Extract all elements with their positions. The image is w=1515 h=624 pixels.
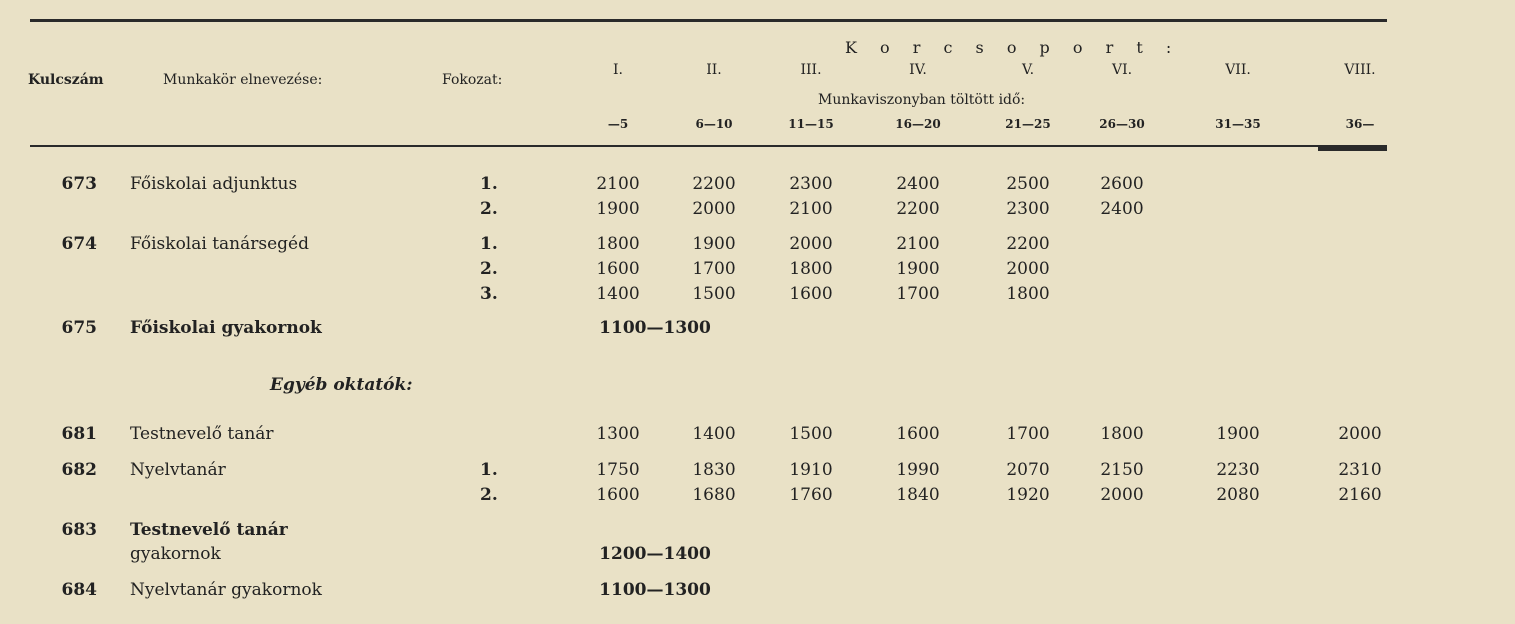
salary-cell: 2400 bbox=[1100, 199, 1144, 219]
row-name: Testnevelő tanár bbox=[130, 520, 288, 540]
header-range-3: 11—15 bbox=[788, 117, 834, 131]
header-group-1: I. bbox=[613, 62, 623, 78]
header-group-6: VI. bbox=[1111, 62, 1133, 78]
salary-cell: 1700 bbox=[1006, 424, 1050, 444]
row-name: Főiskolai gyakornok bbox=[130, 318, 322, 338]
salary-cell: 2230 bbox=[1216, 460, 1260, 480]
section-egyeb-oktatok: Egyéb oktatók: bbox=[270, 375, 413, 395]
salary-cell: 2000 bbox=[1338, 424, 1382, 444]
header-group-2: II. bbox=[706, 62, 722, 78]
salary-cell: 1600 bbox=[789, 284, 833, 304]
salary-cell: 1900 bbox=[1216, 424, 1260, 444]
header-bottom-rule-thick bbox=[1318, 146, 1387, 151]
salary-cell: 2600 bbox=[1100, 174, 1144, 194]
salary-cell: 1300 bbox=[596, 424, 640, 444]
row-fokozat: 1. bbox=[480, 460, 498, 480]
salary-cell: 2000 bbox=[789, 234, 833, 254]
salary-cell: 2000 bbox=[1100, 485, 1144, 505]
header-munkaviszony: Munkaviszonyban töltött idő: bbox=[818, 92, 1026, 108]
salary-cell: 2150 bbox=[1100, 460, 1144, 480]
salary-cell: 1700 bbox=[692, 259, 736, 279]
salary-cell: 1400 bbox=[692, 424, 736, 444]
salary-cell: 1700 bbox=[896, 284, 940, 304]
row-fokozat: 3. bbox=[480, 284, 498, 304]
header-bottom-rule bbox=[30, 145, 1387, 147]
salary-cell: 2100 bbox=[596, 174, 640, 194]
row-name-continued: gyakornok bbox=[130, 544, 221, 564]
salary-cell: 1830 bbox=[692, 460, 736, 480]
header-range-2: 6—10 bbox=[695, 117, 733, 131]
salary-cell: 2000 bbox=[692, 199, 736, 219]
header-range-4: 16—20 bbox=[895, 117, 941, 131]
top-rule bbox=[30, 19, 1387, 22]
salary-cell: 1990 bbox=[896, 460, 940, 480]
salary-cell: 2310 bbox=[1338, 460, 1382, 480]
salary-cell: 2300 bbox=[1006, 199, 1050, 219]
salary-cell: 1900 bbox=[596, 199, 640, 219]
row-code: 682 bbox=[61, 460, 97, 480]
row-name: Nyelvtanár bbox=[130, 460, 226, 480]
salary-cell: 1800 bbox=[789, 259, 833, 279]
salary-cell: 2100 bbox=[789, 199, 833, 219]
row-fokozat: 2. bbox=[480, 199, 498, 219]
header-range-8: 36— bbox=[1345, 117, 1375, 131]
header-fokozat: Fokozat: bbox=[442, 72, 503, 88]
header-range-7: 31—35 bbox=[1215, 117, 1261, 131]
header-kulcsszam: Kulcszám bbox=[28, 72, 104, 88]
row-code: 674 bbox=[61, 234, 97, 254]
salary-cell: 1800 bbox=[596, 234, 640, 254]
salary-cell: 1600 bbox=[596, 259, 640, 279]
salary-cell: 1500 bbox=[692, 284, 736, 304]
row-name: Testnevelő tanár bbox=[130, 424, 274, 444]
row-fokozat: 2. bbox=[480, 259, 498, 279]
salary-cell: 2080 bbox=[1216, 485, 1260, 505]
salary-cell: 2100 bbox=[896, 234, 940, 254]
header-group-5: V. bbox=[1021, 62, 1035, 78]
row-name: Főiskolai adjunktus bbox=[130, 174, 298, 194]
salary-cell: 2000 bbox=[1006, 259, 1050, 279]
salary-cell: 1900 bbox=[896, 259, 940, 279]
header-group-8: VIII. bbox=[1344, 62, 1376, 78]
row-fokozat: 1. bbox=[480, 174, 498, 194]
salary-cell: 2400 bbox=[896, 174, 940, 194]
salary-cell: 1920 bbox=[1006, 485, 1050, 505]
salary-cell: 1910 bbox=[789, 460, 833, 480]
salary-cell: 1760 bbox=[789, 485, 833, 505]
header-munkakor: Munkakör elnevezése: bbox=[163, 72, 323, 88]
salary-cell: 1800 bbox=[1006, 284, 1050, 304]
header-group-4: IV. bbox=[909, 62, 927, 78]
salary-cell: 2200 bbox=[1006, 234, 1050, 254]
row-code: 675 bbox=[61, 318, 97, 338]
row-salary-range: 1200—1400 bbox=[599, 544, 711, 564]
salary-cell: 1600 bbox=[896, 424, 940, 444]
salary-cell: 2160 bbox=[1338, 485, 1382, 505]
header-korcsoport: K o r c s o p o r t : bbox=[845, 38, 1181, 57]
header-group-3: III. bbox=[800, 62, 822, 78]
salary-cell: 1800 bbox=[1100, 424, 1144, 444]
header-range-1: —5 bbox=[607, 117, 629, 131]
row-fokozat: 1. bbox=[480, 234, 498, 254]
row-code: 681 bbox=[61, 424, 97, 444]
row-name: Főiskolai tanársegéd bbox=[130, 234, 309, 254]
salary-cell: 1500 bbox=[789, 424, 833, 444]
row-code: 684 bbox=[61, 580, 97, 600]
salary-cell: 1400 bbox=[596, 284, 640, 304]
row-salary-range: 1100—1300 bbox=[599, 318, 711, 338]
salary-cell: 1900 bbox=[692, 234, 736, 254]
row-salary-range: 1100—1300 bbox=[599, 580, 711, 600]
row-name: Nyelvtanár gyakornok bbox=[130, 580, 322, 600]
row-code: 673 bbox=[61, 174, 97, 194]
salary-cell: 1840 bbox=[896, 485, 940, 505]
salary-cell: 2200 bbox=[896, 199, 940, 219]
salary-cell: 2500 bbox=[1006, 174, 1050, 194]
salary-cell: 2200 bbox=[692, 174, 736, 194]
salary-cell: 1680 bbox=[692, 485, 736, 505]
salary-cell: 1600 bbox=[596, 485, 640, 505]
header-range-5: 21—25 bbox=[1005, 117, 1051, 131]
row-fokozat: 2. bbox=[480, 485, 498, 505]
row-code: 683 bbox=[61, 520, 97, 540]
salary-cell: 2300 bbox=[789, 174, 833, 194]
salary-cell: 2070 bbox=[1006, 460, 1050, 480]
header-group-7: VII. bbox=[1225, 62, 1251, 78]
header-range-6: 26—30 bbox=[1099, 117, 1145, 131]
salary-cell: 1750 bbox=[596, 460, 640, 480]
